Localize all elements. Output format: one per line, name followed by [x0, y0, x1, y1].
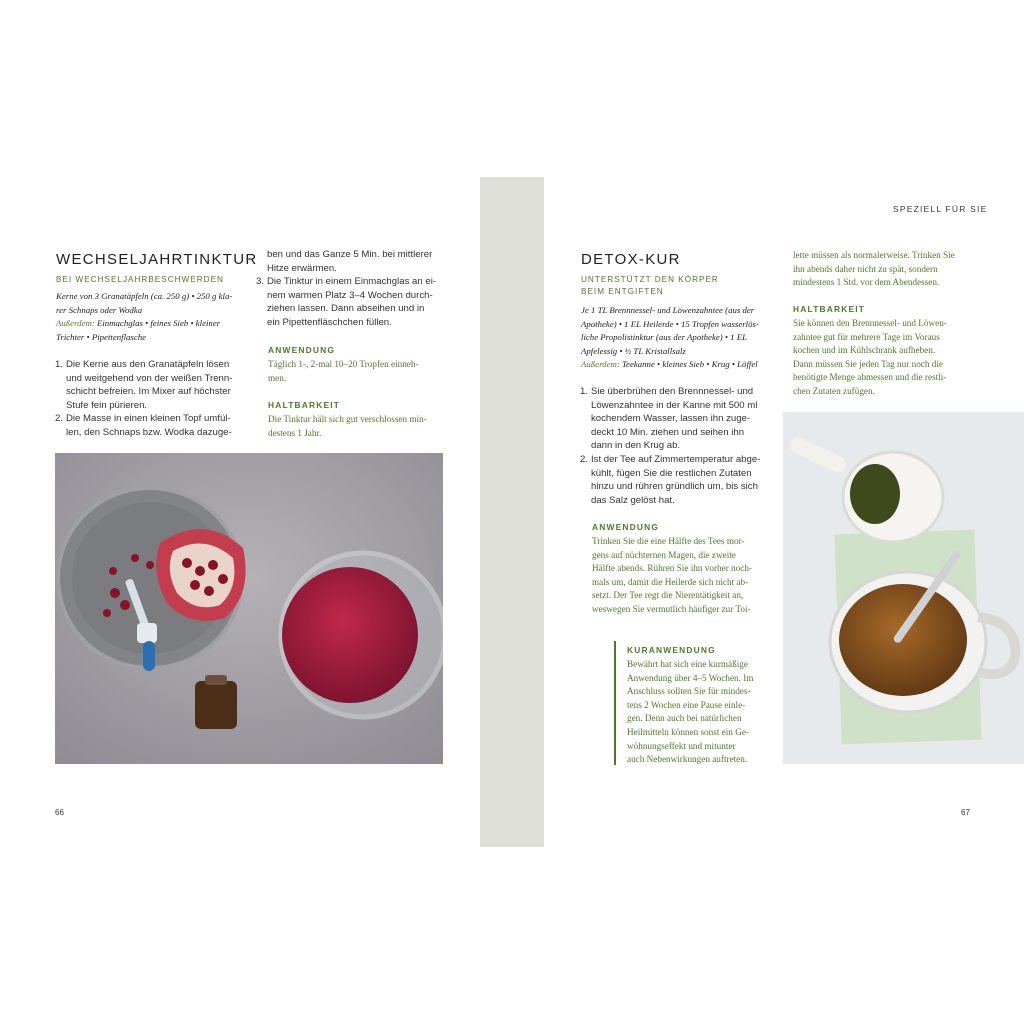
- anwendung-heading-right: ANWENDUNG: [592, 522, 660, 532]
- kuranwendung-heading: KURANWENDUNG: [627, 645, 716, 655]
- step-continuation: ben und das Ganze 5 Min. bei mittlerer Hitze erwärmen.: [267, 249, 433, 274]
- step-item: 3. Die Tinktur in einem Einmachglas an ei- nem warmen Platz 3–4 Wochen durch- ziehen lassen. Dann abseihen und in ein Pipettenfläschchen füllen.: [256, 276, 437, 328]
- haltbarkeit-heading-right: HALTBARKEIT: [793, 304, 866, 314]
- recipe-subtitle-left: BEI WECHSELJAHRBESCHWERDEN: [56, 275, 224, 284]
- haltbarkeit-text-right: Sie können den Brennnessel- und Löwen- zahntee gut für mehrere Tage im Voraus kochen und im Kühlschrank aufheben. Dann müssen Sie jeden Tag nur noch die benötigte Menge abmessen und die restli- chen Zutaten zufügen.: [793, 318, 947, 396]
- kuranwendung-text: Bewährt hat sich eine kurmäßige Anwendung über 4–5 Wochen. Im Anschluss sollten Sie für mindes- tens 2 Wochen eine Pause einle- gen. Denn auch bei natürlichen Heilmitteln können sonst ein Ge- wöhnungseffekt und mitunter auch Nebenwirkungen auftreten.: [627, 659, 754, 765]
- recipe-title-right: DETOX-KUR: [581, 251, 681, 268]
- steps-right: [580, 385, 780, 507]
- steps-left: [55, 358, 255, 440]
- recipe-subtitle-right: UNTERSTÜTZT DEN KÖRPER BEIM ENTGIFTEN: [581, 275, 719, 296]
- page-number-right: 67: [961, 808, 970, 817]
- anwendung-heading-left: ANWENDUNG: [268, 345, 336, 355]
- haltbarkeit-heading-left: HALTBARKEIT: [268, 400, 341, 410]
- continuation-text-right: lette müssen als normalerweise. Trinken Sie ihn abends daher nicht zu spät, sondern mindestens 1 Std. vor dem Abendessen.: [793, 250, 955, 288]
- step-item: 2. Ist der Tee auf Zimmertemperatur abge- kühlt, fügen Sie die restlichen Zutaten hinzu und rühren gründlich um, bis sich das Salz gelöst hat.: [580, 453, 761, 506]
- haltbarkeit-text-left: Die Tinktur hält sich gut verschlossen min- destens 1 Jahr.: [268, 414, 427, 438]
- kuranwendung-rule: [614, 641, 616, 765]
- anwendung-text-right: Trinken Sie die eine Hälfte des Tees mor- gens auf nüchternen Magen, die zweite Hälfte abends. Rühren Sie ihn vorher noch- mals um, damit die Heilerde sich nicht ab- setzt. Der Tee regt die Nierentätigkeit an, weswegen Sie vermutlich häufiger zur Toi-: [592, 536, 752, 614]
- ingredients-left: Kerne von 3 Granatäpfeln (ca. 250 g) • 250 g kla- rer Schnaps oder Wodka Außerdem: Einmachglas • feines Sieb • kleiner Trichter • Pipettenflasche: [56, 291, 233, 342]
- step-item: 2. Die Masse in einen kleinen Topf umfül- len, den Schnaps bzw. Wodka dazuge-: [55, 413, 232, 438]
- step-item: 1. Sie überbrühen den Brennnessel- und Löwenzahntee in der Kanne mit 500 ml kochendem Wasser, lassen ihn zuge- deckt 10 Min. ziehen und seihen ihn dann in den Krug ab.: [580, 386, 758, 452]
- tea-photo: [783, 412, 1024, 764]
- ingredients-right: Je 1 TL Brennnessel- und Löwenzahntee (aus der Apotheke) • 1 EL Heilerde • 15 Tropfen wasserlös- liche Propolistinktur (aus der Apotheke) • 1 EL Apfelessig • ½ TL Kristallsalz Außerdem: Teekanne • kleines Sieb • Krug • Löffel: [581, 305, 759, 370]
- step-item: 1. Die Kerne aus den Granatäpfeln lösen und weitgehend von der weißen Trenn- schicht befreien. Im Mixer auf höchster Stufe fein pürieren.: [55, 359, 233, 411]
- book-gutter: [480, 177, 544, 847]
- page-number-left: 66: [55, 808, 64, 817]
- running-header: SPEZIELL FÜR SIE: [893, 204, 988, 214]
- recipe-title-left: WECHSELJAHRTINKTUR: [56, 251, 258, 268]
- pomegranate-photo: [55, 453, 443, 764]
- anwendung-text-left: Täglich 1-, 2-mal 10–20 Tropfen einneh- men.: [268, 359, 419, 383]
- steps-left-col2: [256, 248, 456, 330]
